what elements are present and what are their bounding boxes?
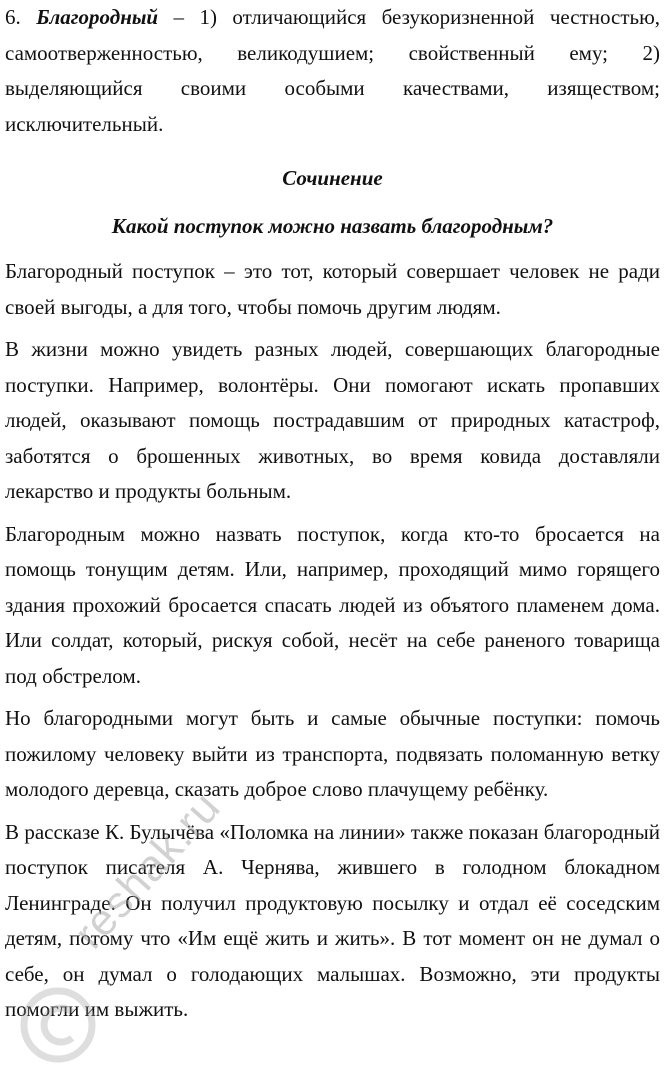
essay-paragraph-3: Благородным можно назвать поступок, когда кто-то бросается на помощь тонущим детям. Или, например, проходящий мимо горящего здания прохожий бросается спасать людей из объятого пламенем дома. Или солдат, который, рискуя собой, несёт на себе раненого товарища под обстрелом.	[5, 521, 660, 688]
essay-heading: Сочинение	[282, 166, 383, 190]
definition-term: Благородный	[36, 5, 159, 29]
essay-question: Какой поступок можно назвать благородным?	[111, 213, 554, 238]
essay-paragraph-5: В рассказе К. Булычёва «Поломка на линии» также показан благородный поступок писателя А. Чернява, жившего в голодном блокадном Ленинграде. Он получил продуктовую посылку и отдал её соседским детям, потому что «Им ещё жить и жить». В тот момент он не думал о себе, он думал о голодающих малышах. Возможно, эти продукты помогли им выжить.	[5, 819, 660, 1021]
essay-paragraph-1: Благородный поступок – это тот, который совершает человек не ради своей выгоды, а для того, чтобы помочь другим людям.	[5, 259, 660, 319]
watermark-text: reshak.ru	[64, 782, 230, 959]
definition-entry	[5, 0, 660, 142]
document-page	[5, 0, 660, 1028]
definition-text: – 1) отличающийся безукоризненной честностью, самоотверженностью, великодушием; свойственный ему; 2) выделяющийся своими особыми качествами, изяществом; исключительный.	[5, 5, 661, 136]
essay-paragraph-4: Но благородными могут быть и самые обычные поступки: помочь пожилому человеку выйти из транспорта, подвязать поломанную ветку молодого деревца, сказать доброе слово плачущему ребёнку.	[5, 706, 660, 801]
definition-number: 6.	[5, 5, 21, 29]
essay-paragraph-2: В жизни можно увидеть разных людей, совершающих благородные поступки. Например, волонтёры. Они помогают искать пропавших людей, оказывают помощь пострадавшим от природных катастроф, заботятся о брошенных животных, во время ковида доставляли лекарство и продукты больным.	[5, 337, 660, 503]
